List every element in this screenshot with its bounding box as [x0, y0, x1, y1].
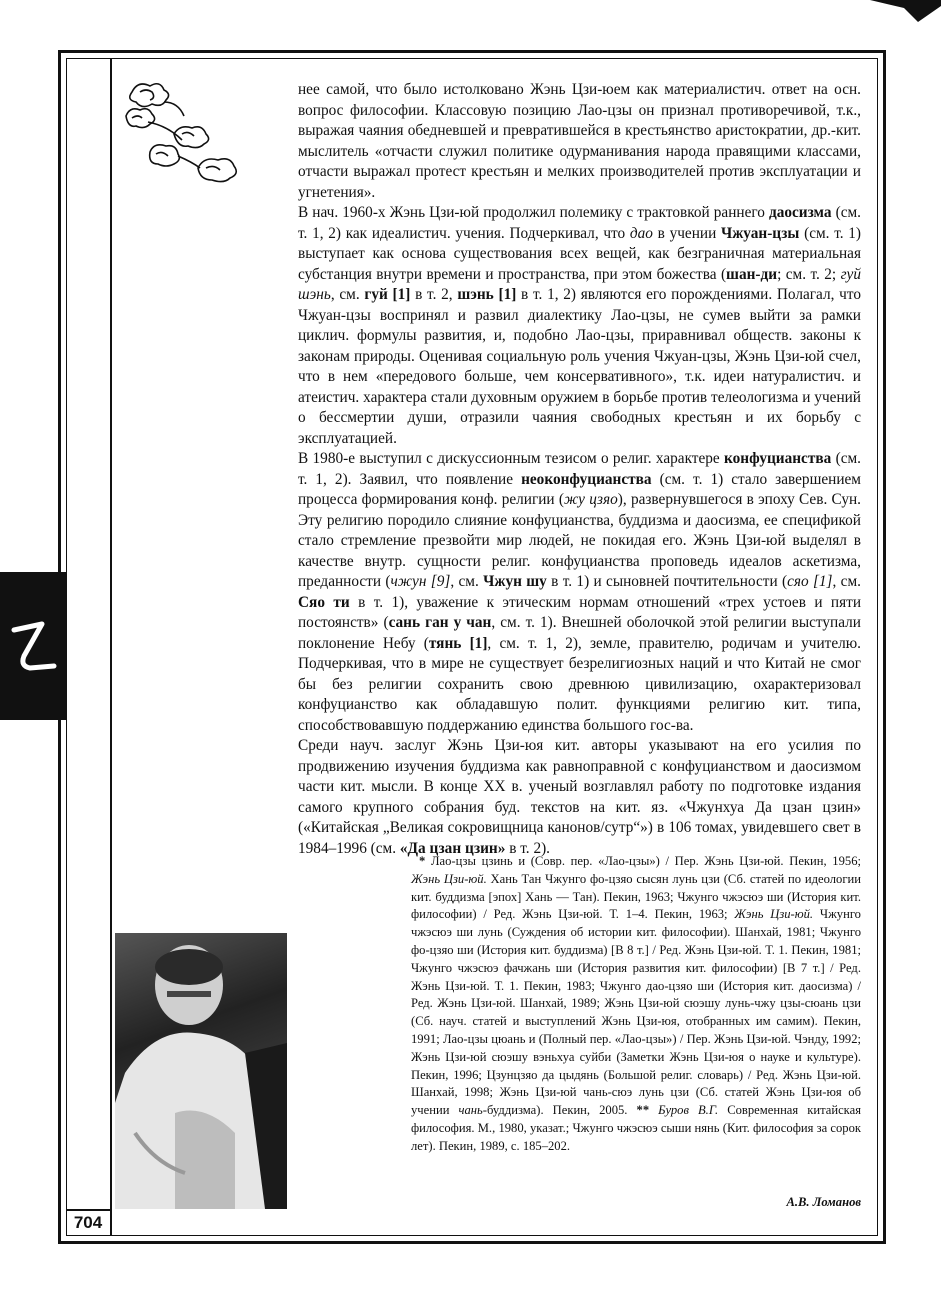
portrait-photo — [115, 933, 287, 1209]
reference-run: * — [419, 854, 431, 868]
paragraph-run: в учении — [652, 224, 721, 242]
paragraph-run: Сяо ти — [298, 593, 350, 611]
cloud-ornament — [112, 72, 242, 192]
paragraph-run: даосизма — [768, 204, 832, 221]
paragraph-run: гуй шэнь — [298, 265, 861, 303]
paragraph-run: , см. т. 1, 2), земле, правителю, родичам и учителю. Подчеркивая, что в мире не существует безрелигиозных наций и что Китай не смог бы без религии сохранить свою древнюю цивилизацию, охарактеризовал конфуцианство как обладавшую полит. функциями религию кит. типа, способствовавшую поддержанию единства большого гос-ва. — [298, 634, 861, 734]
paragraph-run: ; см. т. 2; — [777, 265, 841, 283]
paragraph-run: (см. т. 1, 2) как идеалистич. учения. Подчеркивал, что — [298, 204, 861, 242]
paragraph-run: , см. т. 1). Внешней оболочкой этой религии выступали поклонение Небу ( — [298, 614, 861, 652]
corner-mark — [870, 0, 941, 22]
paragraph — [298, 203, 861, 449]
section-tab-glyph — [0, 572, 66, 720]
reference-run: Чжунго чжэсюэ ши лунь (Суждения об истории кит. философии). Шанхай, 1981; Чжунго фо-цзяо ши (История кит. буддизма) [В 8 т.] / Ред. Жэнь Цзи-юй. Т. 1. Пекин, 1981; Чжунго чжэсюэ фачжань ши (История развития кит. философии) [В 7 т.] / Ред. Жэнь Цзи-юй. Т. 1. Пекин, 1983; Чжунго дао-цзяо ши (История кит. даосизма) / Ред. Жэнь Цзи-юй. Шанхай, 1989; Жэнь Цзи-юй сюэшу лунь-чжу цзы-сюань цзи (Сб. науч. статей и выступлений Жэнь Цзи-юя, отобранных им самим). Пекин, 1991; Лао-цзы цюань и (Полный пер. «Лао-цзы») / Пер. Жэнь Цзи-юй. Чэнду, 1992; Жэнь Цзи-юй сюэшу вэньхуа суйби (Заметки Жэнь Цзи-юя о науке и культуре). Пекин, 1996; Цзунцзяо да цыдянь (Большой религ. словарь) / Ред. Жэнь Цзи-юй. Шанхай, 1998; Жэнь Цзи-юй чань-сюэ лунь цзи (Сб. статей Жэнь Цзи-юя об учении — [411, 907, 861, 1118]
paragraph — [298, 736, 861, 859]
paragraph-run: тянь [1] — [428, 634, 488, 652]
reference-run: -буддизма). Пекин, 2005. — [482, 1103, 637, 1118]
references-block — [411, 853, 861, 1156]
paragraph-run: конфуцианства — [724, 450, 832, 467]
paragraph-run: сяо [1] — [787, 573, 833, 590]
paragraph-run: Чжун шу — [483, 573, 547, 590]
page-number: 704 — [66, 1209, 110, 1235]
paragraph — [298, 449, 861, 736]
paragraph-run: в т. 1) и сыновней почтительности ( — [546, 573, 788, 590]
paragraph-run: гуй [1] — [364, 286, 411, 303]
paragraph — [298, 80, 861, 203]
paragraph-run: В нач. 1960-х Жэнь Цзи-юй продолжил полемику с трактовкой раннего — [298, 204, 769, 221]
reference-run: Жэнь Цзи-юй. — [734, 907, 814, 922]
paragraph-run: в т. 1), уважение к этическим нормам отношений «трех устоев и пяти постоянств» ( — [298, 593, 862, 631]
paragraph-run: (см. т. 1) стало завершением процесса формирования конф. религии ( — [298, 470, 861, 508]
paragraph-run: , см. — [330, 286, 365, 303]
paragraph-run: чжун [9] — [390, 573, 451, 590]
portrait-illustration — [115, 933, 287, 1209]
paragraph-run: сань ган у чан — [388, 614, 492, 631]
paragraph-run: (см. т. 1) выступает как основа существования всех вещей, как безграничная материальная субстанция внутри времени и пространства, при этом божества ( — [298, 224, 861, 283]
reference-run: Хань Тан Чжунго фо-цзяо сысян лунь цзи (Сб. статей по идеологии кит. буддизма [эпох] Хань — Тан). Пекин, 1963; Чжунго чжэсюэ ши (История кит. философии) / Ред. Жэнь Цзи-юй. Т. 1–4. Пекин, 1963; — [411, 871, 861, 922]
reference-run: Современная китайская философия. М., 1980, указат.; Чжунго чжэсюэ сыши нянь (Кит. философия за сорок лет). Пекин, 1989, с. 185–202. — [411, 1103, 861, 1153]
paragraph-run: шэнь [1] — [457, 286, 517, 303]
section-tab — [0, 572, 66, 720]
references-text — [411, 853, 861, 1156]
author-signature: А.В. Ломанов — [786, 1195, 861, 1209]
paragraph-run: жу цзяо — [563, 491, 618, 508]
paragraph-run: «Да цзан цзин» — [399, 839, 506, 857]
paragraph-run: в т. 2, — [410, 286, 458, 303]
paragraph-run: , см. — [450, 573, 484, 590]
paragraph-run: нее самой, что было истолковано Жэнь Цзи-юем как материалистич. ответ на осн. вопрос философии. Классовую позицию Лао-цзы он признал противоречивой, т.к., выражая чаяния обедневшей и превратившейся в крестьянство аристократии, др.-кит. мыслитель «отчасти служил политике одурманивания народа правящими классами, отчасти выражал протест крестьян и мелких производителей против эксплуатации и угнетения». — [298, 81, 861, 201]
margin-rule — [110, 58, 112, 1236]
article-body — [298, 80, 861, 859]
paragraph-run: в т. 2). — [505, 839, 551, 857]
reference-run: чань — [458, 1103, 483, 1118]
paragraph-run: В 1980-е выступил с дискуссионным тезисом о религ. характере — [298, 450, 725, 467]
reference-run: Лао-цзы цзинь и (Совр. пер. «Лао-цзы») / Пер. Жэнь Цзи-юй. Пекин, 1956; — [430, 854, 861, 868]
paragraph-run: шан-ди — [726, 265, 778, 283]
reference-run: ** — [636, 1103, 659, 1118]
paragraph-run: Чжуан-цзы — [720, 224, 800, 242]
reference-run: Жэнь Цзи-юй. — [411, 871, 487, 886]
paragraph-run: ), развернувшегося в эпоху Сев. Сун. Эту религию породило слияние конфуцианства, буддизма и даосизма, ее спецификой стало стремление презвойти мир людей, не покидая его. Жэнь Цзи-юй выделял в качестве внутр. сущности религ. конфуцианства проповедь идеалов аскетизма, преданности ( — [298, 491, 861, 590]
paragraph-run: неоконфуцианства — [521, 470, 652, 488]
reference-run: Буров В.Г. — [658, 1103, 719, 1118]
paragraph-run: в т. 1, 2) являются его порождениями. Полагал, что Чжуан-цзы воспринял и развил диалектику Лао-цзы, не сумев выйти за рамки циклич. формулы развития, и, подобно Лао-цзы, приравнивал обществ. законы к законам природы. Оценивая социальную роль учения Чжуан-цзы, Жэнь Цзи-юй счел, что в нем «передового больше, чем консервативного», т.к. идеи натуралистич. и атеистич. характера стали духовным оружием в борьбе против телеологизма и учений о бессмертии души, отразили чаяния свободных крестьян и их борьбу с эксплуатацией. — [298, 286, 861, 447]
paragraph-run: дао — [629, 224, 653, 242]
paragraph-run: , см. — [832, 573, 861, 590]
paragraph-run: Среди науч. заслуг Жэнь Цзи-юя кит. авторы указывают на его усилия по продвижению изучения буддизма как равноправной с конфуцианством и даосизмом части кит. мысли. В конце XX в. ученый возглавлял работу по подготовке издания самого крупного собрания буд. текстов на кит. яз. «Чжунхуа Да цзан цзин» («Китайская „Великая сокровищница канонов/сутр“») в 106 томах, увидевшего свет в 1984–1996 (см. — [298, 737, 861, 857]
paragraph-run: (см. т. 1, 2). Заявил, что появление — [298, 450, 861, 488]
